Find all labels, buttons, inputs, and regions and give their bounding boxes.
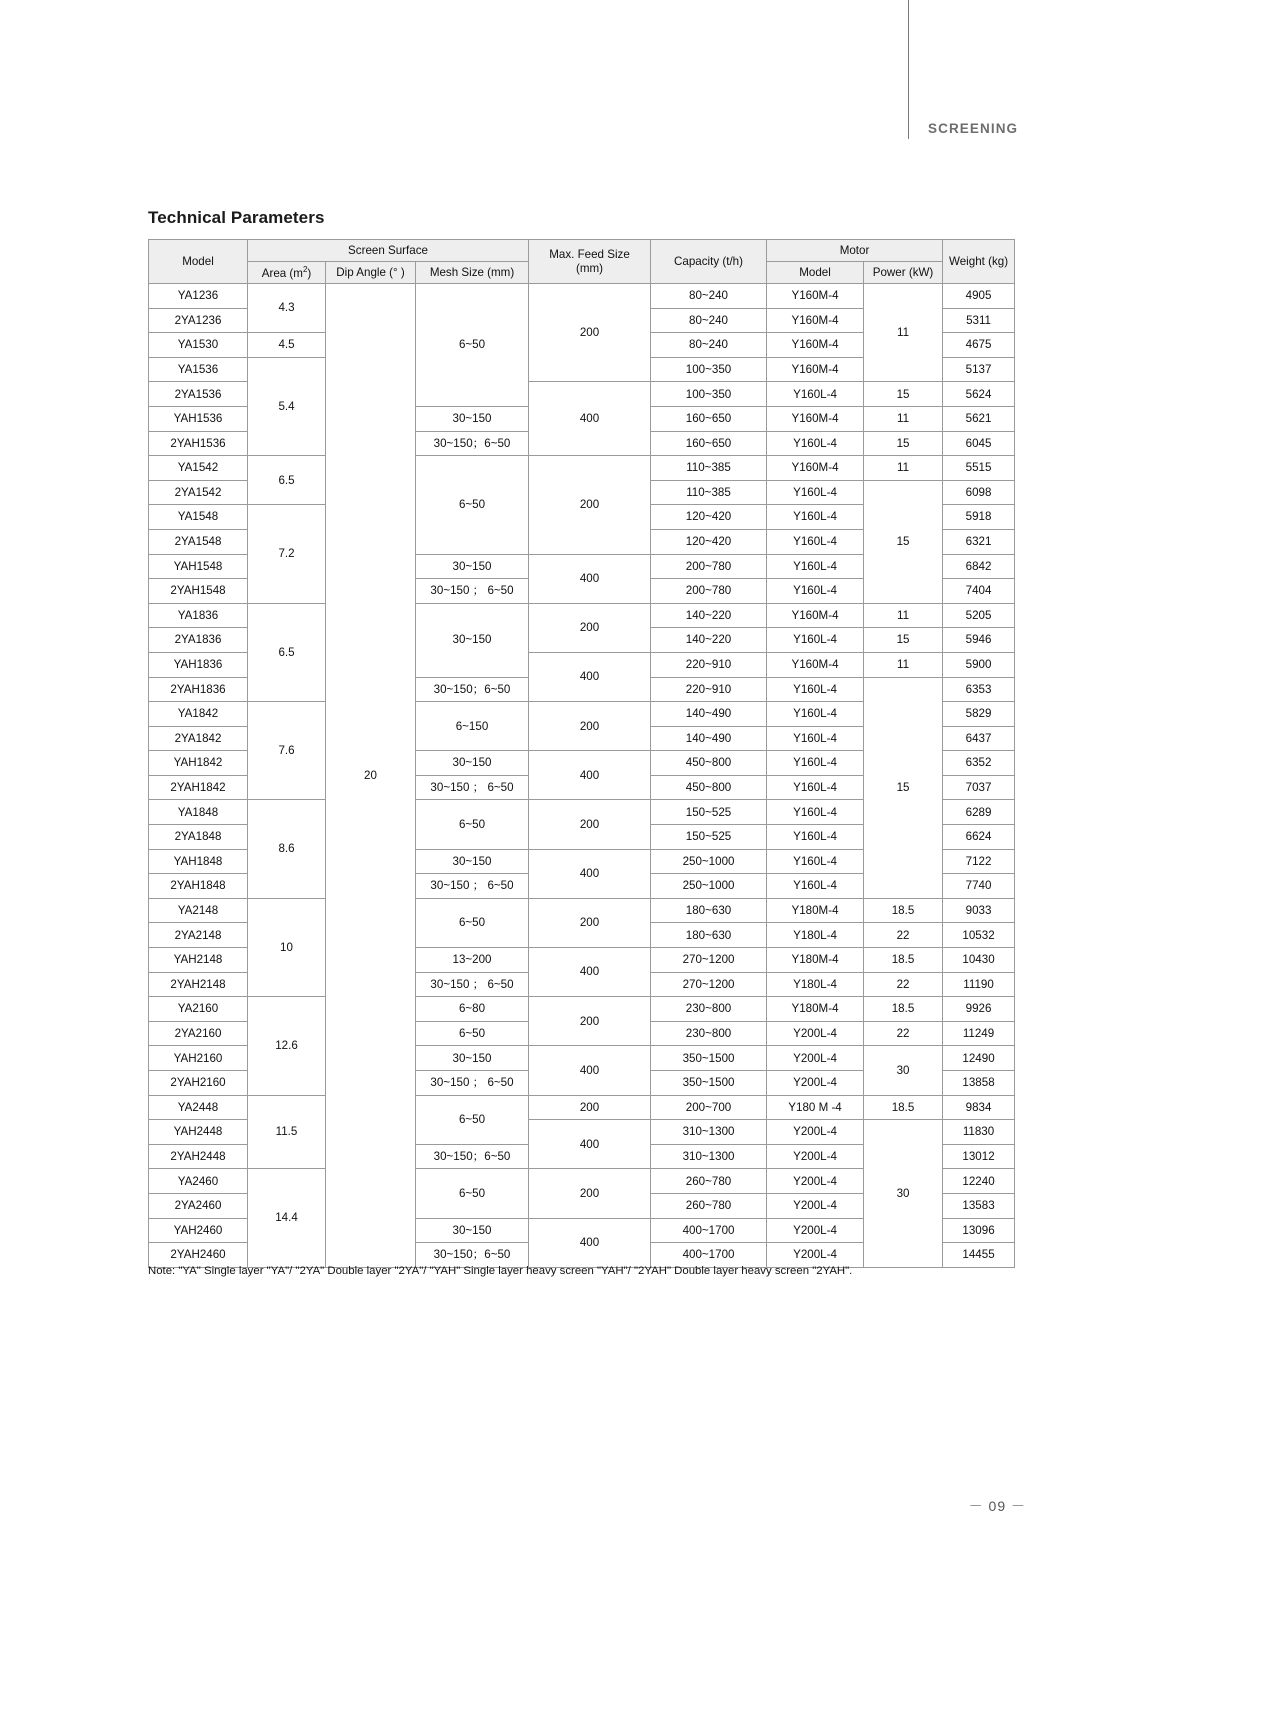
cell-capacity: 150~525 [651, 800, 767, 825]
cell-model: YA1542 [149, 456, 248, 481]
cell-motor-model: Y160L-4 [767, 825, 864, 850]
cell-mesh-size: 6~150 [416, 702, 529, 751]
cell-motor-model: Y160L-4 [767, 529, 864, 554]
cell-model: 2YAH1536 [149, 431, 248, 456]
header-max-feed-size-line1: Max. Feed Size [549, 248, 630, 262]
cell-weight: 6842 [943, 554, 1015, 579]
cell-max-feed-size: 200 [529, 702, 651, 751]
cell-motor-power: 22 [864, 923, 943, 948]
cell-mesh-size: 30~150 ； 6~50 [416, 775, 529, 800]
cell-motor-model: Y160L-4 [767, 775, 864, 800]
cell-motor-model: Y200L-4 [767, 1218, 864, 1243]
cell-capacity: 310~1300 [651, 1144, 767, 1169]
cell-weight: 14455 [943, 1243, 1015, 1268]
cell-area: 7.2 [248, 505, 326, 603]
cell-capacity: 200~780 [651, 579, 767, 604]
cell-weight: 6352 [943, 751, 1015, 776]
cell-model: 2YA1842 [149, 726, 248, 751]
cell-weight: 6098 [943, 480, 1015, 505]
cell-mesh-size: 6~50 [416, 898, 529, 947]
cell-mesh-size: 30~150 ； 6~50 [416, 874, 529, 899]
cell-capacity: 110~385 [651, 456, 767, 481]
cell-max-feed-size: 400 [529, 1218, 651, 1267]
cell-weight: 6437 [943, 726, 1015, 751]
cell-weight: 5205 [943, 603, 1015, 628]
cell-model: YA2148 [149, 898, 248, 923]
cell-model: 2YAH2160 [149, 1071, 248, 1096]
cell-weight: 5829 [943, 702, 1015, 727]
cell-motor-model: Y160L-4 [767, 800, 864, 825]
cell-weight: 6353 [943, 677, 1015, 702]
technical-parameters-table [148, 239, 1015, 1268]
cell-weight: 7122 [943, 849, 1015, 874]
cell-motor-model: Y180M-4 [767, 997, 864, 1022]
cell-weight: 7740 [943, 874, 1015, 899]
cell-model: YA2448 [149, 1095, 248, 1120]
cell-motor-model: Y160L-4 [767, 849, 864, 874]
cell-motor-power: 11 [864, 456, 943, 481]
cell-capacity: 230~800 [651, 1021, 767, 1046]
cell-mesh-size: 30~150 [416, 554, 529, 579]
cell-mesh-size: 30~150 [416, 849, 529, 874]
table-note: Note: "YA" Single layer "YA"/ "2YA" Double layer "2YA"/ "YAH" Single layer heavy screen "YAH"/ "2YAH" Double layer heavy screen "2YAH". [148, 1265, 853, 1277]
cell-capacity: 220~910 [651, 652, 767, 677]
cell-model: 2YAH1848 [149, 874, 248, 899]
header-area [248, 262, 326, 284]
cell-mesh-size: 30~150；6~50 [416, 431, 529, 456]
cell-area: 11.5 [248, 1095, 326, 1169]
cell-motor-power: 15 [864, 677, 943, 898]
cell-motor-model: Y160M-4 [767, 406, 864, 431]
cell-capacity: 120~420 [651, 505, 767, 530]
cell-area: 12.6 [248, 997, 326, 1095]
table-header [149, 240, 1015, 284]
cell-weight: 5900 [943, 652, 1015, 677]
cell-motor-power: 30 [864, 1120, 943, 1268]
cell-weight: 6624 [943, 825, 1015, 850]
cell-model: YAH2160 [149, 1046, 248, 1071]
cell-model: 2YAH1836 [149, 677, 248, 702]
header-area-text: Area (m [261, 266, 303, 280]
cell-dip-angle: 20 [326, 284, 416, 1268]
cell-capacity: 260~780 [651, 1169, 767, 1194]
cell-max-feed-size: 200 [529, 603, 651, 652]
cell-motor-model: Y160L-4 [767, 431, 864, 456]
cell-motor-model: Y160L-4 [767, 382, 864, 407]
cell-weight: 5311 [943, 308, 1015, 333]
header-section-label: SCREENING [928, 121, 1019, 136]
table-row [149, 284, 1015, 309]
cell-max-feed-size: 200 [529, 456, 651, 554]
cell-model: 2YA1236 [149, 308, 248, 333]
cell-max-feed-size: 200 [529, 898, 651, 947]
cell-motor-model: Y200L-4 [767, 1071, 864, 1096]
cell-motor-power: 22 [864, 1021, 943, 1046]
cell-mesh-size: 6~50 [416, 456, 529, 554]
cell-model: YAH1548 [149, 554, 248, 579]
cell-area: 10 [248, 898, 326, 996]
cell-model: YA1842 [149, 702, 248, 727]
cell-weight: 5621 [943, 406, 1015, 431]
cell-model: YAH1842 [149, 751, 248, 776]
cell-model: YA2460 [149, 1169, 248, 1194]
cell-mesh-size: 6~50 [416, 1021, 529, 1046]
cell-motor-model: Y180M-4 [767, 898, 864, 923]
cell-weight: 10532 [943, 923, 1015, 948]
cell-max-feed-size: 200 [529, 284, 651, 382]
cell-weight: 13583 [943, 1193, 1015, 1218]
cell-weight: 5946 [943, 628, 1015, 653]
cell-capacity: 180~630 [651, 923, 767, 948]
cell-model: YA1848 [149, 800, 248, 825]
cell-model: YA1530 [149, 333, 248, 358]
cell-motor-model: Y200L-4 [767, 1021, 864, 1046]
table-row [149, 456, 1015, 481]
cell-capacity: 140~220 [651, 628, 767, 653]
cell-mesh-size: 30~150 ； 6~50 [416, 579, 529, 604]
cell-weight: 13012 [943, 1144, 1015, 1169]
cell-weight: 7404 [943, 579, 1015, 604]
cell-motor-model: Y160M-4 [767, 652, 864, 677]
cell-motor-power: 11 [864, 284, 943, 382]
cell-weight: 9033 [943, 898, 1015, 923]
header-mesh-size: Mesh Size (mm) [416, 262, 529, 284]
cell-motor-model: Y180L-4 [767, 972, 864, 997]
cell-capacity: 200~780 [651, 554, 767, 579]
table-row [149, 898, 1015, 923]
cell-model: YAH2148 [149, 948, 248, 973]
cell-model: YA2160 [149, 997, 248, 1022]
cell-motor-model: Y160L-4 [767, 480, 864, 505]
cell-max-feed-size: 200 [529, 1095, 651, 1120]
cell-model: YAH1836 [149, 652, 248, 677]
table-row [149, 603, 1015, 628]
cell-motor-power: 11 [864, 652, 943, 677]
cell-motor-power: 18.5 [864, 948, 943, 973]
cell-model: YA1548 [149, 505, 248, 530]
cell-capacity: 80~240 [651, 333, 767, 358]
header-capacity: Capacity (t/h) [651, 240, 767, 284]
cell-motor-model: Y160L-4 [767, 702, 864, 727]
cell-max-feed-size: 400 [529, 849, 651, 898]
cell-area: 4.5 [248, 333, 326, 358]
header-max-feed-size-line2: (mm) [575, 261, 604, 275]
cell-capacity: 110~385 [651, 480, 767, 505]
technical-parameters-table-container [148, 239, 1014, 1268]
cell-motor-model: Y160L-4 [767, 579, 864, 604]
cell-motor-power: 11 [864, 406, 943, 431]
table-body [149, 284, 1015, 1268]
cell-model: 2YAH1548 [149, 579, 248, 604]
header-motor-model: Model [767, 262, 864, 284]
cell-weight: 12490 [943, 1046, 1015, 1071]
table-row [149, 1095, 1015, 1120]
cell-model: 2YAH1842 [149, 775, 248, 800]
cell-weight: 11249 [943, 1021, 1015, 1046]
cell-weight: 5918 [943, 505, 1015, 530]
header-motor-power: Power (kW) [864, 262, 943, 284]
cell-capacity: 140~490 [651, 702, 767, 727]
cell-mesh-size: 30~150 [416, 1046, 529, 1071]
cell-capacity: 160~650 [651, 406, 767, 431]
cell-weight: 5624 [943, 382, 1015, 407]
cell-motor-model: Y160L-4 [767, 751, 864, 776]
cell-model: 2YAH2460 [149, 1243, 248, 1268]
cell-mesh-size: 30~150 ； 6~50 [416, 1071, 529, 1096]
cell-model: YAH1536 [149, 406, 248, 431]
cell-max-feed-size: 400 [529, 1046, 651, 1095]
cell-capacity: 250~1000 [651, 849, 767, 874]
cell-capacity: 150~525 [651, 825, 767, 850]
table-header-row-top [149, 240, 1015, 262]
cell-model: YAH2460 [149, 1218, 248, 1243]
cell-motor-model: Y160M-4 [767, 357, 864, 382]
cell-model: 2YA1848 [149, 825, 248, 850]
cell-area: 6.5 [248, 456, 326, 505]
header-max-feed-size [529, 240, 651, 284]
cell-mesh-size: 6~50 [416, 800, 529, 849]
cell-capacity: 350~1500 [651, 1046, 767, 1071]
cell-motor-power: 15 [864, 480, 943, 603]
cell-motor-power: 22 [864, 972, 943, 997]
cell-motor-model: Y200L-4 [767, 1046, 864, 1071]
cell-weight: 10430 [943, 948, 1015, 973]
cell-weight: 6289 [943, 800, 1015, 825]
cell-motor-model: Y160L-4 [767, 505, 864, 530]
cell-area: 4.3 [248, 284, 326, 333]
cell-weight: 11190 [943, 972, 1015, 997]
cell-weight: 9834 [943, 1095, 1015, 1120]
cell-model: YA1236 [149, 284, 248, 309]
cell-weight: 11830 [943, 1120, 1015, 1145]
header-motor: Motor [767, 240, 943, 262]
cell-weight: 5137 [943, 357, 1015, 382]
cell-capacity: 200~700 [651, 1095, 767, 1120]
header-vertical-rule [908, 0, 909, 139]
cell-motor-model: Y160M-4 [767, 456, 864, 481]
header-dip-angle: Dip Angle (° ) [326, 262, 416, 284]
cell-mesh-size: 13~200 [416, 948, 529, 973]
header-model: Model [149, 240, 248, 284]
cell-capacity: 350~1500 [651, 1071, 767, 1096]
cell-motor-model: Y180M-4 [767, 948, 864, 973]
cell-motor-model: Y160L-4 [767, 554, 864, 579]
cell-max-feed-size: 200 [529, 1169, 651, 1218]
cell-motor-model: Y160L-4 [767, 726, 864, 751]
cell-model: 2YA1542 [149, 480, 248, 505]
cell-mesh-size: 30~150；6~50 [416, 677, 529, 702]
cell-mesh-size: 30~150 ； 6~50 [416, 972, 529, 997]
table-row [149, 997, 1015, 1022]
cell-area: 6.5 [248, 603, 326, 701]
page-number: － 09 － [968, 1498, 1026, 1514]
cell-weight: 6321 [943, 529, 1015, 554]
cell-model: YA1536 [149, 357, 248, 382]
cell-model: YAH2448 [149, 1120, 248, 1145]
cell-model: 2YAH2148 [149, 972, 248, 997]
cell-area: 7.6 [248, 702, 326, 800]
cell-motor-power: 11 [864, 603, 943, 628]
cell-area: 14.4 [248, 1169, 326, 1267]
cell-capacity: 180~630 [651, 898, 767, 923]
cell-capacity: 80~240 [651, 284, 767, 309]
cell-mesh-size: 6~80 [416, 997, 529, 1022]
cell-capacity: 100~350 [651, 382, 767, 407]
cell-mesh-size: 6~50 [416, 1169, 529, 1218]
cell-model: 2YAH2448 [149, 1144, 248, 1169]
cell-model: 2YA2148 [149, 923, 248, 948]
cell-capacity: 80~240 [651, 308, 767, 333]
cell-capacity: 450~800 [651, 751, 767, 776]
cell-model: YAH1848 [149, 849, 248, 874]
cell-max-feed-size: 200 [529, 997, 651, 1046]
cell-mesh-size: 30~150 [416, 603, 529, 677]
cell-weight: 5515 [943, 456, 1015, 481]
cell-motor-model: Y160M-4 [767, 603, 864, 628]
cell-motor-model: Y200L-4 [767, 1243, 864, 1268]
cell-motor-model: Y200L-4 [767, 1144, 864, 1169]
cell-mesh-size: 30~150 [416, 406, 529, 431]
cell-capacity: 140~220 [651, 603, 767, 628]
cell-max-feed-size: 400 [529, 1120, 651, 1169]
cell-motor-power: 15 [864, 382, 943, 407]
cell-motor-power: 15 [864, 431, 943, 456]
cell-max-feed-size: 400 [529, 382, 651, 456]
cell-weight: 7037 [943, 775, 1015, 800]
cell-capacity: 160~650 [651, 431, 767, 456]
cell-motor-power: 30 [864, 1046, 943, 1095]
cell-motor-model: Y160M-4 [767, 308, 864, 333]
cell-capacity: 140~490 [651, 726, 767, 751]
cell-motor-model: Y160L-4 [767, 874, 864, 899]
cell-capacity: 100~350 [651, 357, 767, 382]
cell-model: 2YA2160 [149, 1021, 248, 1046]
cell-motor-power: 18.5 [864, 1095, 943, 1120]
cell-capacity: 270~1200 [651, 972, 767, 997]
cell-motor-model: Y200L-4 [767, 1120, 864, 1145]
cell-model: 2YA2460 [149, 1193, 248, 1218]
cell-area: 5.4 [248, 357, 326, 455]
cell-mesh-size: 6~50 [416, 284, 529, 407]
header-area-close: ) [307, 266, 312, 280]
cell-motor-model: Y200L-4 [767, 1193, 864, 1218]
header-area-superscript: 2 [302, 264, 308, 274]
cell-weight: 12240 [943, 1169, 1015, 1194]
cell-max-feed-size: 200 [529, 800, 651, 849]
cell-motor-model: Y180L-4 [767, 923, 864, 948]
cell-model: 2YA1836 [149, 628, 248, 653]
cell-motor-model: Y160L-4 [767, 677, 864, 702]
cell-motor-power: 18.5 [864, 997, 943, 1022]
cell-capacity: 270~1200 [651, 948, 767, 973]
page-title: Technical Parameters [148, 208, 325, 227]
cell-mesh-size: 30~150；6~50 [416, 1243, 529, 1268]
cell-mesh-size: 6~50 [416, 1095, 529, 1144]
cell-weight: 4905 [943, 284, 1015, 309]
cell-weight: 13096 [943, 1218, 1015, 1243]
cell-motor-model: Y160L-4 [767, 628, 864, 653]
cell-area: 8.6 [248, 800, 326, 898]
cell-max-feed-size: 400 [529, 751, 651, 800]
cell-capacity: 260~780 [651, 1193, 767, 1218]
cell-max-feed-size: 400 [529, 554, 651, 603]
cell-capacity: 450~800 [651, 775, 767, 800]
cell-mesh-size: 30~150 [416, 751, 529, 776]
header-screen-surface: Screen Surface [248, 240, 529, 262]
cell-mesh-size: 30~150；6~50 [416, 1144, 529, 1169]
cell-model: 2YA1536 [149, 382, 248, 407]
cell-capacity: 230~800 [651, 997, 767, 1022]
cell-motor-model: Y200L-4 [767, 1169, 864, 1194]
cell-motor-model: Y160M-4 [767, 333, 864, 358]
cell-max-feed-size: 400 [529, 652, 651, 701]
header-weight: Weight (kg) [943, 240, 1015, 284]
cell-mesh-size: 30~150 [416, 1218, 529, 1243]
cell-capacity: 120~420 [651, 529, 767, 554]
cell-weight: 4675 [943, 333, 1015, 358]
cell-max-feed-size: 400 [529, 948, 651, 997]
cell-capacity: 400~1700 [651, 1243, 767, 1268]
cell-capacity: 400~1700 [651, 1218, 767, 1243]
cell-capacity: 310~1300 [651, 1120, 767, 1145]
cell-motor-model: Y160M-4 [767, 284, 864, 309]
cell-motor-model: Y180 M -4 [767, 1095, 864, 1120]
cell-motor-power: 18.5 [864, 898, 943, 923]
cell-motor-power: 15 [864, 628, 943, 653]
cell-capacity: 250~1000 [651, 874, 767, 899]
cell-model: YA1836 [149, 603, 248, 628]
cell-weight: 6045 [943, 431, 1015, 456]
cell-weight: 9926 [943, 997, 1015, 1022]
cell-weight: 13858 [943, 1071, 1015, 1096]
cell-capacity: 220~910 [651, 677, 767, 702]
cell-model: 2YA1548 [149, 529, 248, 554]
